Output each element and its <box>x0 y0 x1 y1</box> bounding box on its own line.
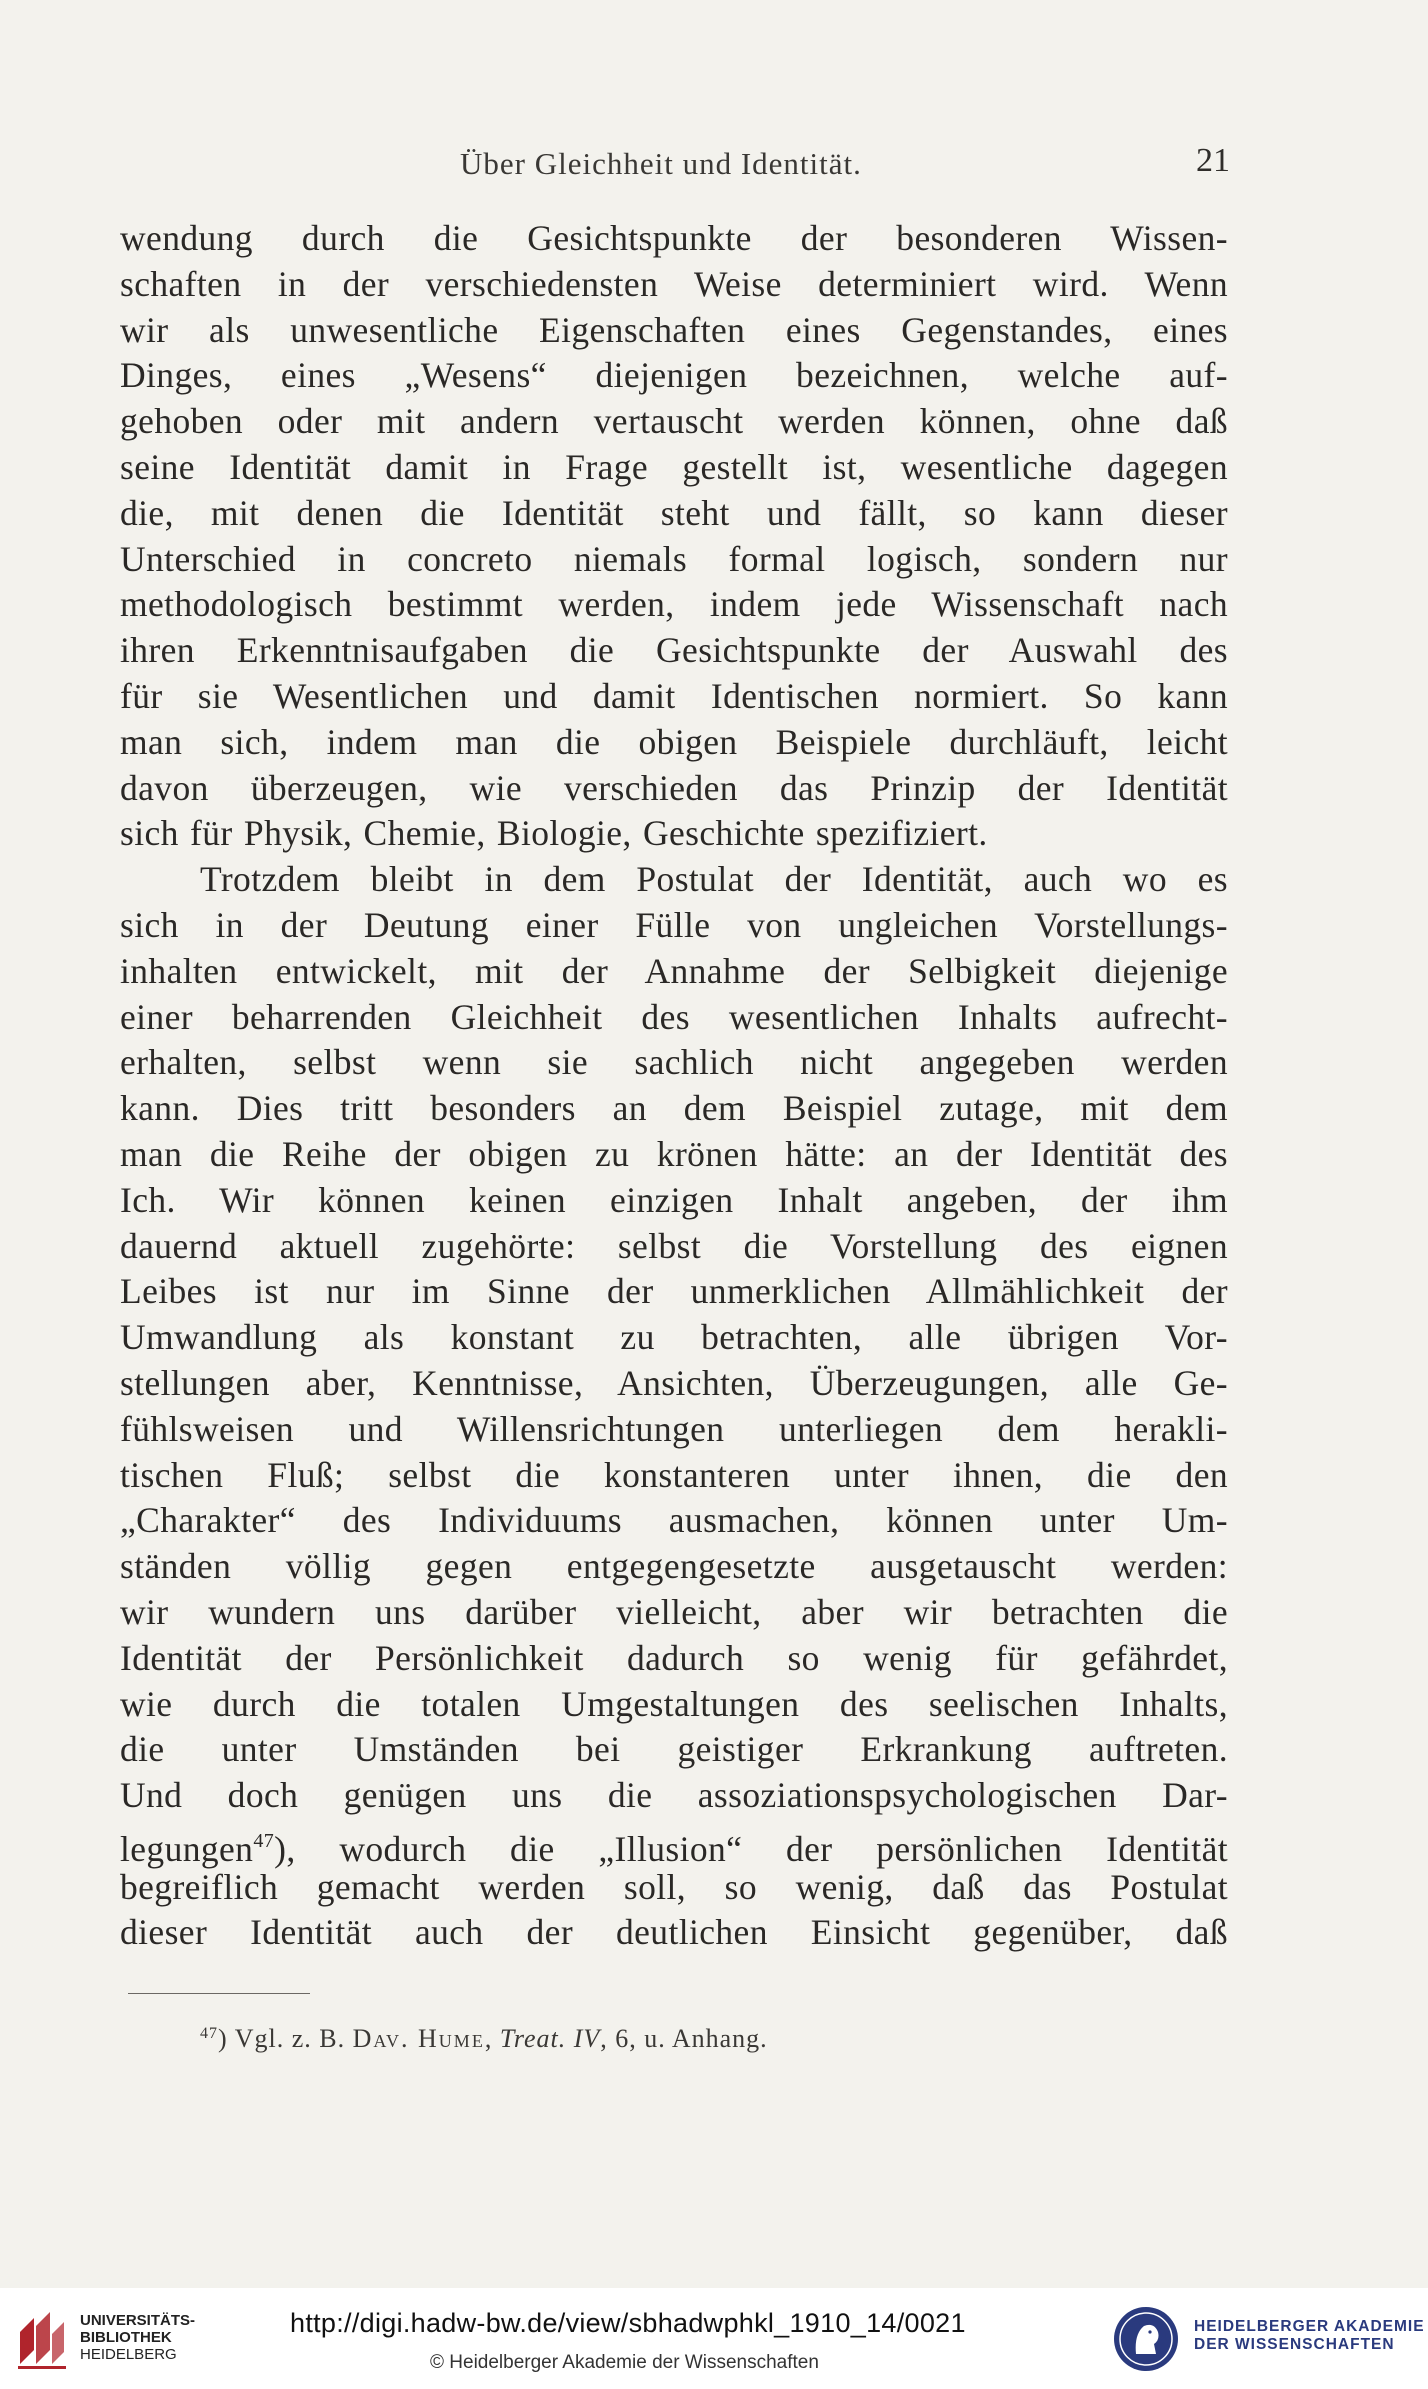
text-line: Dinges, eines „Wesens“ diejenigen bezeichnen, welche auf- <box>120 355 1228 396</box>
text-line: tischen Fluß; selbst die konstanteren unter ihnen, die den <box>120 1454 1228 1495</box>
text-line: inhalten entwickelt, mit der Annahme der Selbigkeit diejenige <box>120 950 1228 991</box>
footnote-number: 47 <box>200 2025 218 2042</box>
text-line: man die Reihe der obigen zu krönen hätte: an der Identität des <box>120 1133 1228 1174</box>
text-line: die, mit denen die Identität steht und fällt, so kann dieser <box>120 492 1228 533</box>
text-line: wendung durch die Gesichtspunkte der besonderen Wissen- <box>120 218 1228 258</box>
text-segment: ), wodurch die „Illusion“ der persönlichen Identität <box>274 1828 1228 1869</box>
footer-bar <box>0 2288 1428 2389</box>
footnote-work: Treat. IV <box>499 2024 601 2053</box>
text-line: kann. Dies tritt besonders an dem Beispiel zutage, mit dem <box>120 1088 1228 1129</box>
text-line: die unter Umständen bei geistiger Erkrankung auftreten. <box>120 1729 1228 1770</box>
academy-name: HEIDELBERGER AKADEMIE DER WISSENSCHAFTEN <box>1194 2318 1425 2353</box>
text-line: davon überzeugen, wie verschieden das Prinzip der Identität <box>120 767 1228 808</box>
text-line: man sich, indem man die obigen Beispiele durchläuft, leicht <box>120 721 1228 762</box>
text-segment: legungen <box>120 1828 254 1869</box>
paragraph-start-line: Trotzdem bleibt in dem Postulat der Identität, auch wo es <box>200 859 1228 900</box>
text-line: wie durch die totalen Umgestaltungen des seelischen Inhalts, <box>120 1683 1228 1724</box>
running-head <box>120 138 1230 188</box>
permalink-url[interactable]: http://digi.hadw-bw.de/view/sbhadwphkl_1910_14/0021 <box>290 2308 966 2338</box>
text-line: sich in der Deutung einer Fülle von ungleichen Vorstellungs- <box>120 904 1228 945</box>
text-line: ständen völlig gegen entgegengesetzte ausgetauscht werden: <box>120 1546 1228 1587</box>
text-line: schaften in der verschiedensten Weise determiniert wird. Wenn <box>120 263 1228 304</box>
text-line: stellungen aber, Kenntnisse, Ansichten, Überzeugungen, alle Ge- <box>120 1362 1228 1403</box>
text-line: wir wundern uns darüber vielleicht, aber wir betrachten die <box>120 1591 1228 1632</box>
text-line: „Charakter“ des Individuums ausmachen, können unter Um- <box>120 1500 1228 1541</box>
body-text <box>120 216 1228 1956</box>
library-name: UNIVERSITÄTS- BIBLIOTHEK HEIDELBERG <box>80 2312 196 2363</box>
footnote-text: ) Vgl. z. B. <box>218 2024 353 2053</box>
text-line: Ich. Wir können keinen einzigen Inhalt angeben, der ihm <box>120 1179 1228 1220</box>
text-line: ihren Erkenntnisaufgaben die Gesichtspunkte der Auswahl des <box>120 630 1228 671</box>
text-line: fühlsweisen und Willensrichtungen unterliegen dem herakli- <box>120 1408 1228 1449</box>
footnote-rule <box>128 1993 310 1994</box>
paragraph-end-line: sich für Physik, Chemie, Biologie, Geschichte spezifiziert. <box>120 813 988 854</box>
text-line: wir als unwesentliche Eigenschaften eines Gegenstandes, eines <box>120 309 1228 350</box>
text-line: Und doch genügen uns die assoziationspsychologischen Dar- <box>120 1775 1228 1816</box>
page-number: 21 <box>1196 142 1230 179</box>
text-line: Unterschied in concreto niemals formal logisch, sondern nur <box>120 538 1228 579</box>
text-line: begreiflich gemacht werden soll, so wenig, daß das Postulat <box>120 1866 1228 1907</box>
text-line: erhalten, selbst wenn sie sachlich nicht angegeben werden <box>120 1042 1228 1083</box>
text-line: methodologisch bestimmt werden, indem jede Wissenschaft nach <box>120 584 1228 625</box>
text-line: dauernd aktuell zugehörte: selbst die Vorstellung des eignen <box>120 1225 1228 1266</box>
text-line: seine Identität damit in Frage gestellt ist, wesentliche dagegen <box>120 446 1228 487</box>
text-line: dieser Identität auch der deutlichen Einsicht gegenüber, daß <box>120 1912 1228 1953</box>
copyright-notice: © Heidelberger Akademie der Wissenschaften <box>430 2352 819 2373</box>
text-line: Umwandlung als konstant zu betrachten, alle übrigen Vor- <box>120 1317 1228 1358</box>
text-line: Leibes ist nur im Sinne der unmerklichen Allmählichkeit der <box>120 1271 1228 1312</box>
footnote-text: , 6, u. Anhang. <box>600 2024 768 2053</box>
footnote-text: , <box>484 2024 500 2053</box>
running-title: Über Gleichheit und Identität. <box>460 146 862 181</box>
footnote-ref: 47 <box>253 1829 275 1852</box>
footnote-author: Dav. Hume <box>352 2024 485 2053</box>
text-line: für sie Wesentlichen und damit Identischen normiert. So kann <box>120 675 1228 716</box>
text-line: gehoben oder mit andern vertauscht werden können, ohne daß <box>120 401 1228 442</box>
text-line-with-footnote-ref <box>120 1819 1228 1869</box>
academy-seal-icon <box>1106 2304 1186 2374</box>
university-library-logo-icon <box>14 2304 68 2374</box>
text-line: einer beharrenden Gleichheit des wesentlichen Inhalts aufrecht- <box>120 996 1228 1037</box>
text-line: Identität der Persönlichkeit dadurch so wenig für gefährdet, <box>120 1637 1228 1678</box>
footnote <box>200 2024 768 2054</box>
